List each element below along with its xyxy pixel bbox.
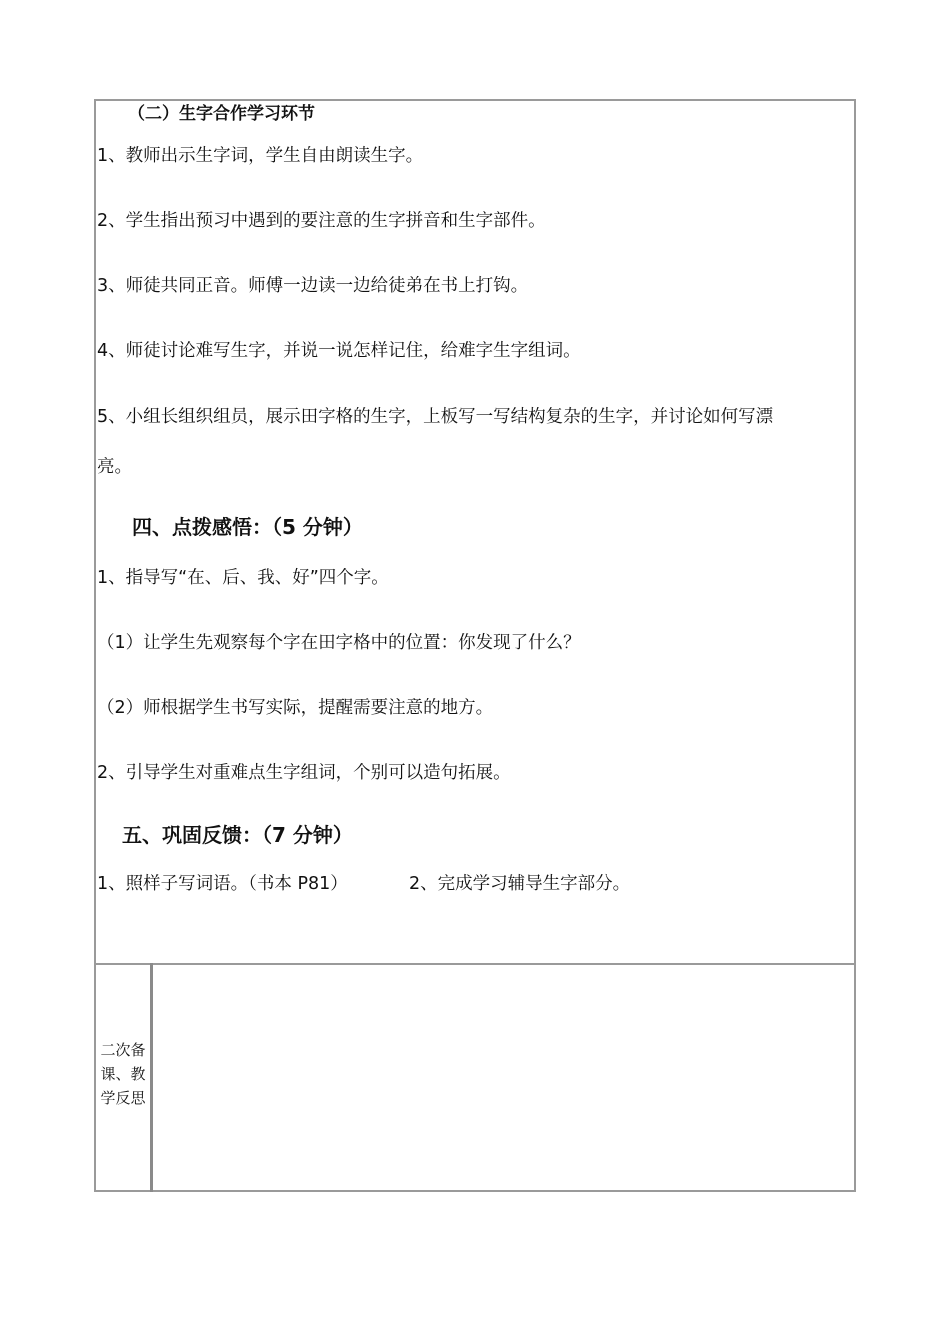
list-item: （1）让学生先观察每个字在田字格中的位置：你发现了什么？ bbox=[97, 633, 581, 653]
reflection-label-line: 课、教 bbox=[100, 1065, 146, 1083]
list-item: （2）师根据学生书写实际，提醒需要注意的地方。 bbox=[97, 698, 494, 718]
list-item: 5、小组长组织组员，展示田字格的生字，上板写一写结构复杂的生字，并讨论如何写漂 bbox=[97, 407, 774, 427]
reflection-label bbox=[95, 1038, 151, 1110]
reflection-notes-cell bbox=[155, 967, 853, 1189]
row-divider bbox=[94, 963, 856, 965]
list-item: 2、完成学习辅导生字部分。 bbox=[409, 874, 631, 894]
reflection-label-line: 二次备 bbox=[100, 1041, 146, 1059]
list-item: 3、师徒共同正音。师傅一边读一边给徒弟在书上打钩。 bbox=[97, 276, 529, 296]
list-item: 4、师徒讨论难写生字，并说一说怎样记住，给难字生字组词。 bbox=[97, 341, 581, 361]
section-title-consolidation: 五、巩固反馈：（7 分钟） bbox=[122, 823, 353, 847]
list-item: 1、教师出示生字词，学生自由朗读生字。 bbox=[97, 146, 424, 166]
section-title-guidance: 四、点拨感悟：（5 分钟） bbox=[132, 515, 363, 539]
list-item: 2、引导学生对重难点生字组词，个别可以造句拓展。 bbox=[97, 763, 511, 783]
list-item-continuation: 亮。 bbox=[97, 457, 132, 477]
reflection-label-line: 学反思 bbox=[100, 1089, 146, 1107]
section-title-cooperative-learning: （二）生字合作学习环节 bbox=[128, 104, 315, 124]
list-item: 1、照样子写词语。（书本 P81） bbox=[97, 874, 348, 894]
list-item: 2、学生指出预习中遇到的要注意的生字拼音和生字部件。 bbox=[97, 211, 546, 231]
list-item: 1、指导写“在、后、我、好”四个字。 bbox=[97, 568, 389, 588]
